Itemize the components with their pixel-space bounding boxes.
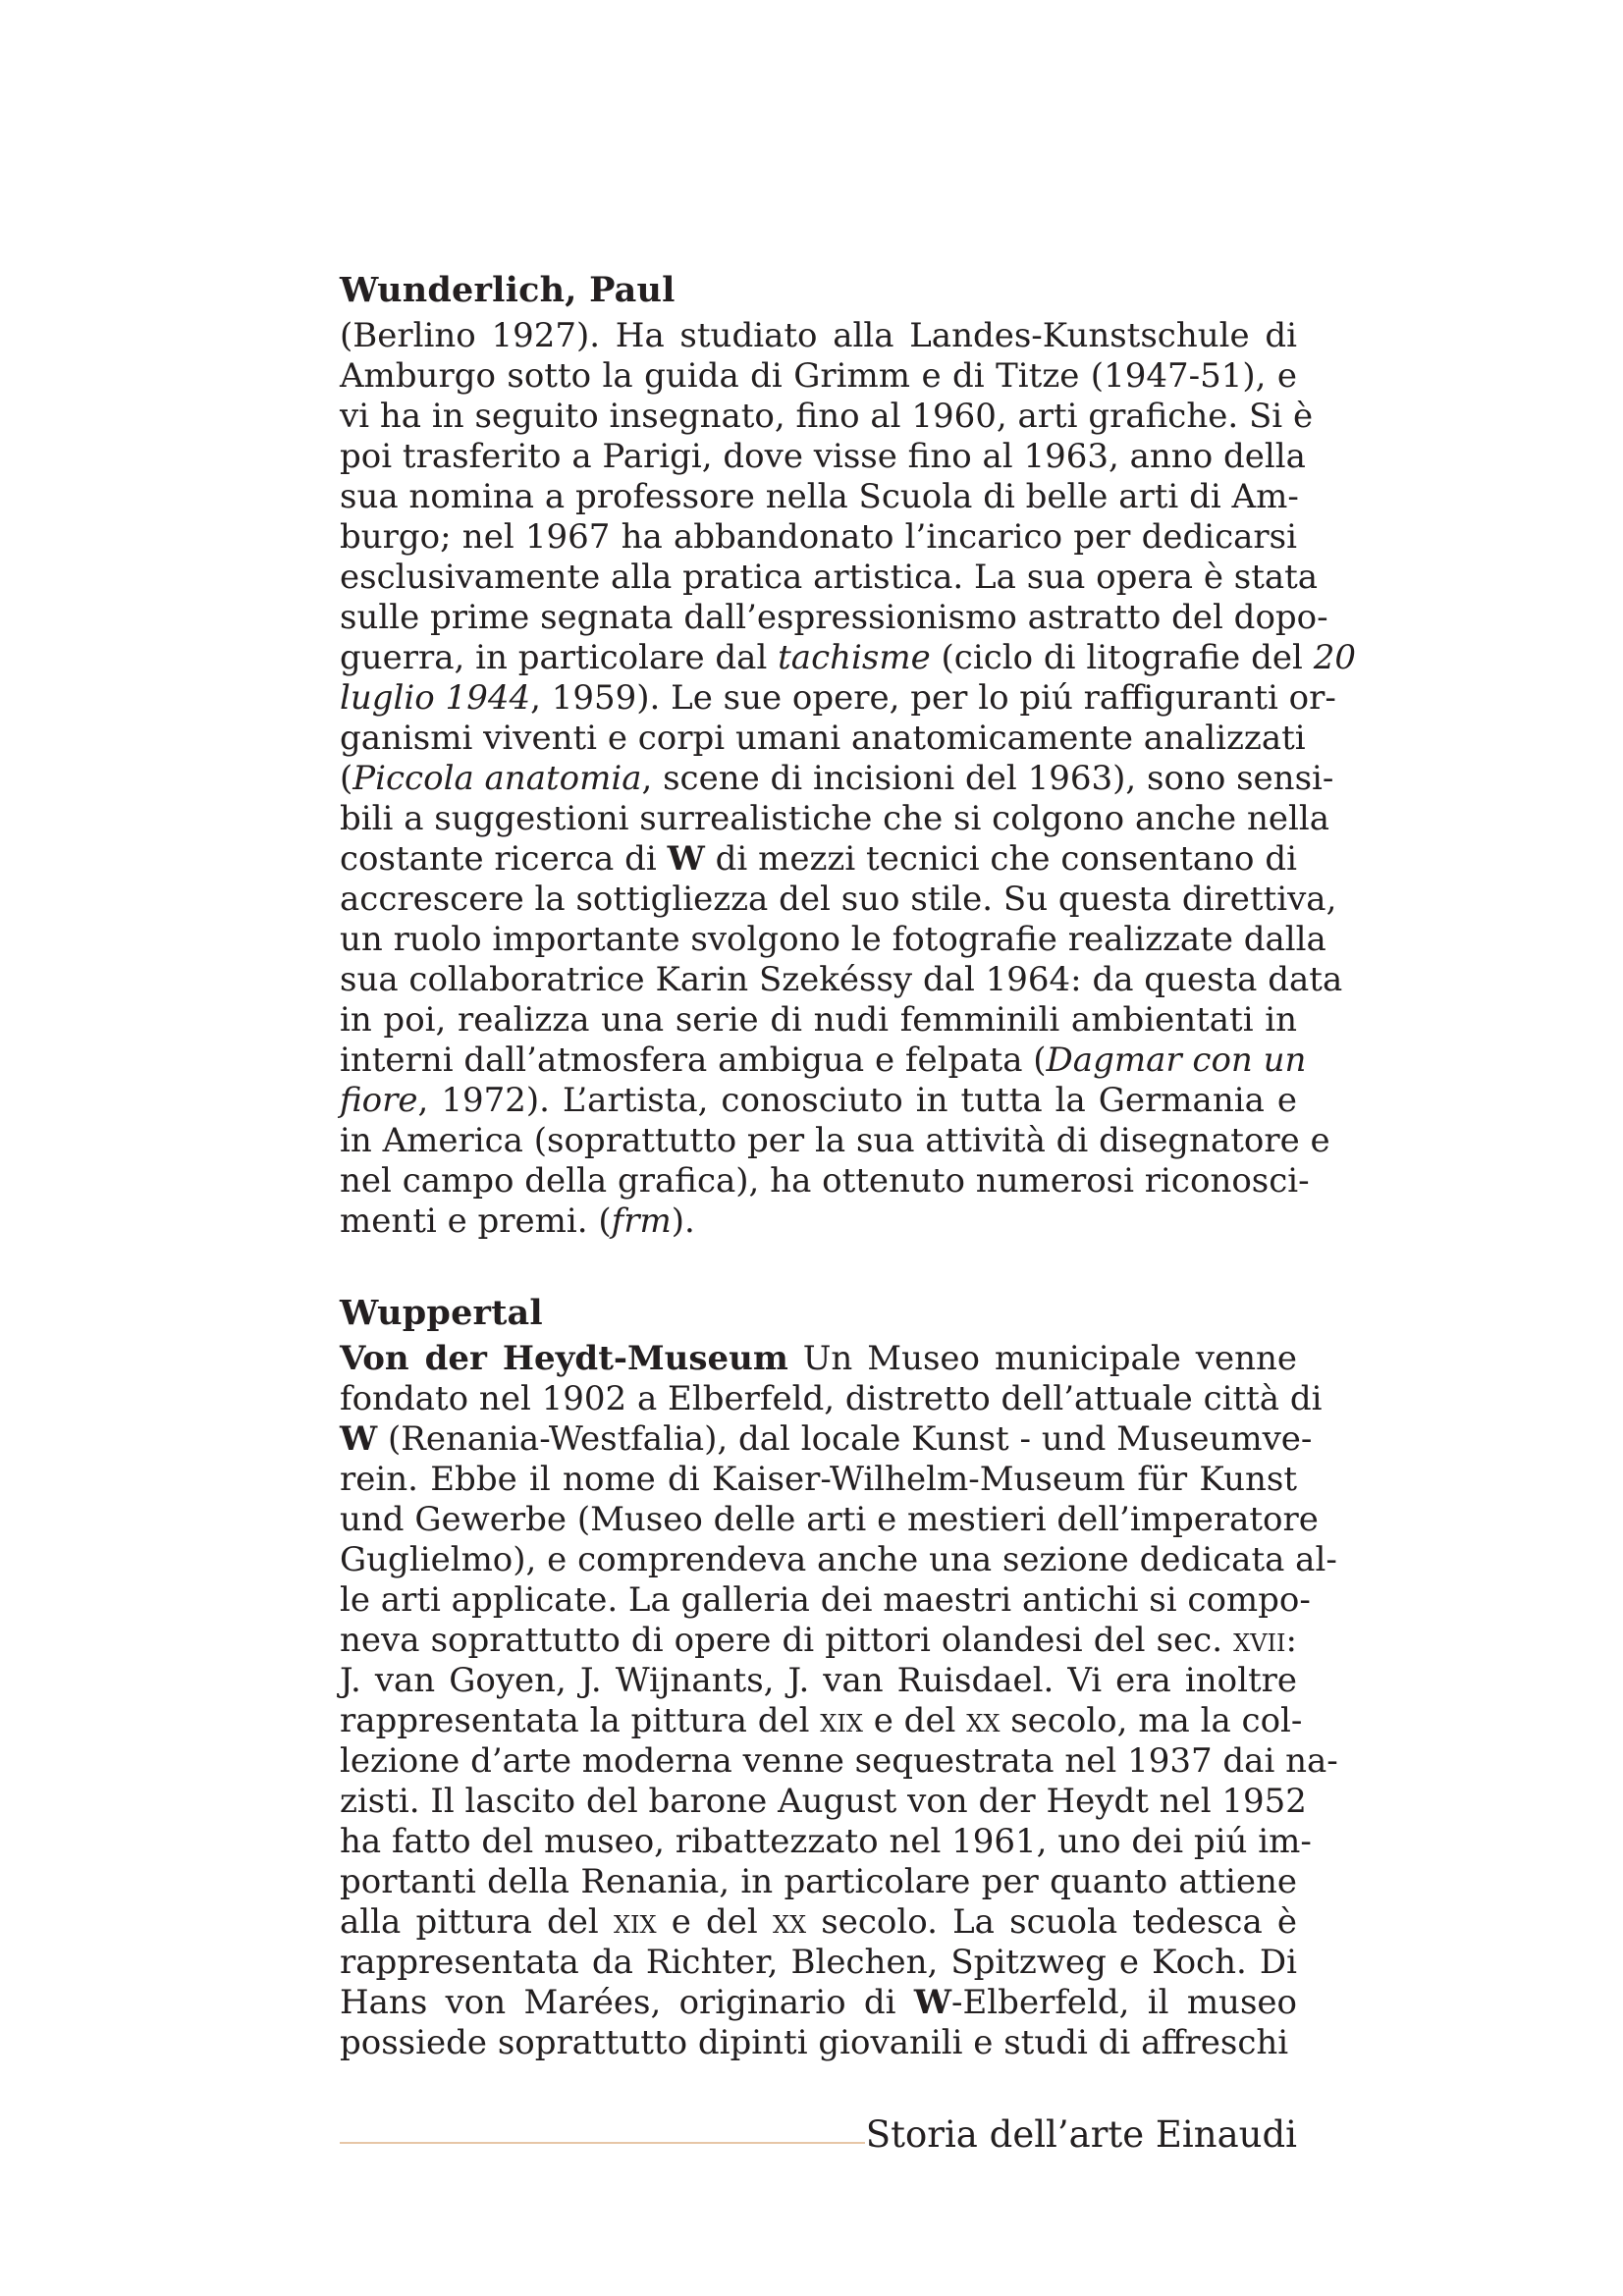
text-run: rappresentata da Richter, Blechen, Spitzweg e Koch. Di <box>340 1943 1297 1982</box>
italic-text: luglio 1944 <box>340 678 531 718</box>
text-line <box>340 1621 1297 1661</box>
text-run: guerra, in particolare dal <box>340 638 779 677</box>
text-line <box>340 397 1314 437</box>
entry-separator <box>340 1242 1297 1288</box>
text-run: Un Museo municipale venne <box>787 1339 1297 1378</box>
text-run: poi trasferito a Parigi, dove visse fino al 1963, anno della <box>340 437 1306 476</box>
text-run: , scene di incisioni del 1963), sono sensi- <box>641 759 1334 798</box>
text-run: , 1959). Le sue opere, per lo piú raffiguranti or- <box>530 678 1336 718</box>
text-run: (ciclo di litografie del <box>930 638 1314 677</box>
text-line <box>340 558 1319 598</box>
text-line <box>340 799 1330 839</box>
italic-text: Piccola anatomia <box>352 759 642 798</box>
text-run: ha fatto del museo, ribattezzato nel 1961, uno dei piú im- <box>340 1822 1312 1861</box>
entry-body-wunderlich <box>340 316 1356 1242</box>
text-line <box>340 638 1356 678</box>
text-run: le arti applicate. La galleria dei maestri antichi si compo- <box>340 1580 1311 1620</box>
text-line <box>340 1862 1297 1902</box>
bold-text: W <box>340 1419 378 1459</box>
text-line <box>340 1540 1337 1580</box>
italic-text: tachisme <box>778 638 931 677</box>
text-line <box>340 1460 1297 1500</box>
italic-text: fiore <box>340 1081 418 1120</box>
bold-text: W <box>667 839 705 879</box>
entry-title: Wunderlich, Paul <box>340 270 676 310</box>
text-line <box>340 1379 1323 1419</box>
text-run: secolo, ma la col- <box>1000 1701 1303 1740</box>
text-line <box>340 1339 1297 1379</box>
text-line <box>340 1121 1330 1161</box>
text-run: alla pittura del <box>340 1902 614 1942</box>
italic-text: Dagmar con un <box>1046 1041 1307 1080</box>
text-line <box>340 880 1337 920</box>
roman-numeral: xix <box>613 1902 657 1942</box>
text-run: sua nomina a professore nella Scuola di belle arti di Am- <box>340 477 1299 516</box>
text-line <box>340 1201 1297 1242</box>
text-run: (Renania-Westfalia), dal locale Kunst - und Museumve- <box>377 1419 1313 1459</box>
text-line <box>340 719 1306 759</box>
bold-text: Von der Heydt-Museum <box>340 1339 788 1378</box>
text-run: esclusivamente alla pratica artistica. La sua opera è stata <box>340 558 1319 597</box>
text-line <box>340 678 1336 719</box>
text-run: rappresentata la pittura del <box>340 1701 821 1740</box>
text-run: burgo; nel 1967 ha abbandonato l’incarico per dedicarsi <box>340 517 1297 557</box>
text-run: Guglielmo), e comprendeva anche una sezione dedicata al- <box>340 1540 1337 1579</box>
text-run: e del <box>862 1701 967 1740</box>
text-line <box>340 759 1334 799</box>
text-run: fondato nel 1902 a Elberfeld, distretto dell’attuale città di <box>340 1379 1323 1418</box>
text-run: (Berlino 1927). Ha studiato alla Landes-Kunstschule di <box>340 316 1297 355</box>
text-run: neva soprattutto di opere di pittori olandesi del sec. <box>340 1621 1234 1660</box>
text-run: costante ricerca di <box>340 839 668 879</box>
text-run: ( <box>340 759 353 798</box>
page-content <box>340 265 1356 2063</box>
text-run: vi ha in seguito insegnato, fino al 1960, arti grafiche. Si è <box>340 397 1314 436</box>
text-line <box>340 1081 1297 1121</box>
page-footer <box>340 2110 1297 2169</box>
text-run: ganismi viventi e corpi umani anatomicamente analizzati <box>340 719 1306 758</box>
roman-numeral: xix <box>820 1701 863 1740</box>
text-run: sulle prime segnata dall’espressionismo astratto del dopo- <box>340 598 1328 637</box>
text-line <box>340 356 1297 397</box>
bold-text: W <box>913 1983 951 2022</box>
text-run: sua collaboratrice Karin Szekéssy dal 1964: da questa data <box>340 960 1343 999</box>
text-line <box>340 1822 1312 1862</box>
text-run: in America (soprattutto per la sua attività di disegnatore e <box>340 1121 1330 1160</box>
text-line <box>340 839 1297 880</box>
text-run: Hans von Marées, originario di <box>340 1983 914 2022</box>
text-run: zisti. Il lascito del barone August von der Heydt nel 1952 <box>340 1782 1307 1821</box>
text-line <box>340 437 1306 477</box>
text-run: : <box>1285 1621 1297 1660</box>
text-run: e del <box>656 1902 773 1942</box>
text-run: bili a suggestioni surrealistiche che si colgono anche nella <box>340 799 1330 838</box>
entry-title: Wuppertal <box>340 1293 543 1333</box>
text-line <box>340 1041 1307 1081</box>
footer-publisher: Storia dell’arte Einaudi <box>865 2113 1297 2156</box>
text-run: nel campo della grafica), ha ottenuto numerosi riconosci- <box>340 1161 1310 1201</box>
text-run: possiede soprattutto dipinti giovanili e studi di affreschi <box>340 2023 1289 2062</box>
text-line <box>340 1419 1313 1460</box>
text-run: di mezzi tecnici che consentano di <box>704 839 1297 879</box>
text-line <box>340 1983 1297 2023</box>
text-line <box>340 1000 1297 1041</box>
text-line <box>340 2023 1297 2063</box>
footer-rule <box>340 2142 865 2144</box>
text-line <box>340 1741 1338 1782</box>
text-line <box>340 598 1328 638</box>
text-run: -Elberfeld, il museo <box>951 1983 1297 2022</box>
text-run: menti e premi. ( <box>340 1201 612 1241</box>
text-line <box>340 1701 1303 1741</box>
text-line <box>340 960 1343 1000</box>
text-run: portanti della Renania, in particolare per quanto attiene <box>340 1862 1297 1901</box>
text-run: in poi, realizza una serie di nudi femminili ambientati in <box>340 1000 1297 1040</box>
text-run: ). <box>671 1201 695 1241</box>
text-run: un ruolo importante svolgono le fotografie realizzate dalla <box>340 920 1326 959</box>
text-line <box>340 1161 1310 1201</box>
text-run: accrescere la sottigliezza del suo stile. Su questa direttiva, <box>340 880 1337 919</box>
text-line <box>340 920 1326 960</box>
text-line <box>340 1943 1297 1983</box>
text-line <box>340 1661 1297 1701</box>
text-run: secolo. La scuola tedesca è <box>806 1902 1297 1942</box>
roman-numeral: xx <box>966 1701 1001 1740</box>
text-line <box>340 1580 1311 1621</box>
text-run: rein. Ebbe il nome di Kaiser-Wilhelm-Museum für Kunst <box>340 1460 1297 1499</box>
text-run: , 1972). L’artista, conosciuto in tutta la Germania e <box>417 1081 1297 1120</box>
text-line <box>340 1500 1319 1540</box>
text-run: J. van Goyen, J. Wijnants, J. van Ruisdael. Vi era inoltre <box>340 1661 1297 1700</box>
text-line <box>340 1782 1307 1822</box>
entry-body-wuppertal <box>340 1339 1338 2063</box>
roman-numeral: xx <box>772 1902 807 1942</box>
text-run: lezione d’arte moderna venne sequestrata nel 1937 dai na- <box>340 1741 1338 1781</box>
text-run: Amburgo sotto la guida di Grimm e di Titze (1947-51), e <box>340 356 1297 396</box>
text-line <box>340 477 1297 517</box>
text-run: und Gewerbe (Museo delle arti e mestieri dell’imperatore <box>340 1500 1319 1539</box>
roman-numeral: xvii <box>1233 1621 1286 1660</box>
italic-text: 20 <box>1313 638 1356 677</box>
text-run: interni dall’atmosfera ambigua e felpata ( <box>340 1041 1047 1080</box>
italic-text: frm <box>611 1201 672 1241</box>
text-line <box>340 316 1297 356</box>
text-line <box>340 1902 1297 1943</box>
text-line <box>340 517 1297 558</box>
